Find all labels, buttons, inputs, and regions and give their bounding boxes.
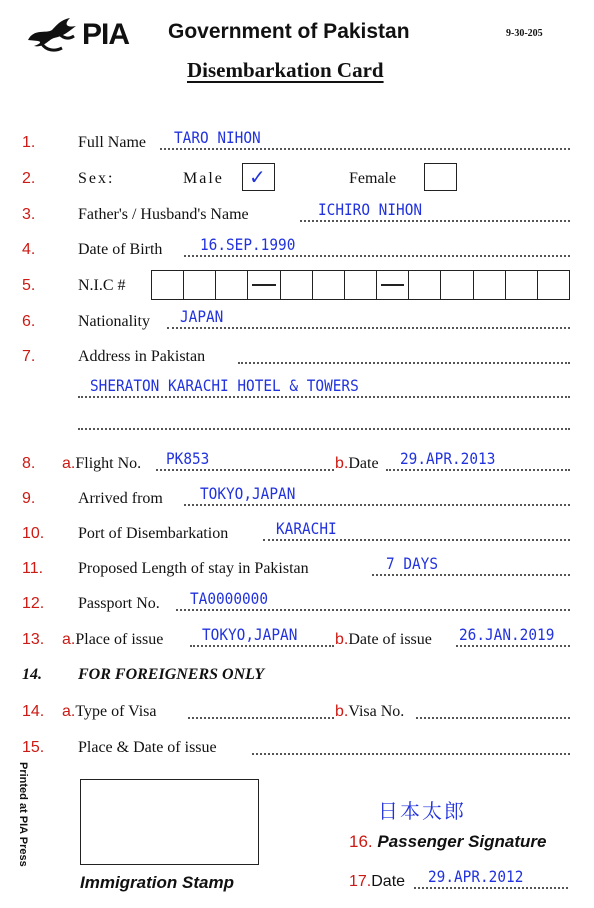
fill-line: [456, 645, 570, 647]
field-number: 14.: [22, 703, 45, 720]
field-label: Passenger Signature: [377, 832, 547, 851]
full-name-value[interactable]: TARO NIHON: [174, 128, 261, 147]
nic-cell[interactable]: [538, 271, 569, 299]
flight-date-value[interactable]: 29.APR.2013: [400, 449, 496, 468]
nic-cell[interactable]: [313, 271, 345, 299]
field-label: Father's / Husband's Name: [78, 206, 249, 223]
printed-by: Printed at PIA Press: [17, 762, 29, 867]
field-date-of-birth: [0, 237, 594, 263]
visa-no-label: Visa No.: [348, 703, 405, 720]
field-number: 2.: [22, 170, 36, 187]
field-place-of-issue: [0, 627, 594, 653]
field-port: [0, 521, 594, 547]
nic-cell[interactable]: [281, 271, 313, 299]
crane-logo-icon: [24, 14, 82, 54]
nic-cell[interactable]: [474, 271, 506, 299]
fill-line: [300, 220, 570, 222]
fill-line: [238, 362, 570, 364]
field-nationality: [0, 309, 594, 335]
father-name-value[interactable]: ICHIRO NIHON: [318, 200, 423, 219]
field-length-of-stay: [0, 556, 594, 582]
fill-line: [160, 148, 570, 150]
field-sign-date: [0, 869, 594, 895]
visa-type-label: Type of Visa: [75, 703, 157, 720]
field-sex: [0, 166, 594, 192]
fill-line: [176, 609, 570, 611]
fill-line: [184, 255, 570, 257]
field-flight: [0, 451, 594, 477]
form-number: 9-30-205: [506, 28, 543, 39]
flight-date-label: Date: [348, 455, 379, 472]
field-number: 4.: [22, 241, 36, 258]
field-label: Place & Date of issue: [78, 739, 217, 756]
fill-line: [414, 887, 568, 889]
field-label: Proposed Length of stay in Pakistan: [78, 560, 309, 577]
female-label: Female: [349, 170, 397, 187]
fill-line: [416, 717, 570, 719]
page-title: Disembarkation Card: [187, 58, 384, 82]
nationality-value[interactable]: JAPAN: [180, 307, 224, 326]
field-number: 5.: [22, 277, 36, 294]
field-number: 7.: [22, 348, 36, 365]
field-number: 11.: [22, 560, 44, 577]
section-heading: FOR FOREIGNERS ONLY: [78, 666, 265, 683]
fill-line: [78, 428, 570, 430]
field-label: Port of Disembarkation: [78, 525, 229, 542]
immigration-stamp-box[interactable]: [80, 779, 259, 865]
place-of-issue-value[interactable]: TOKYO,JAPAN: [202, 625, 298, 644]
field-number: 1.: [22, 134, 36, 151]
date-of-issue-value[interactable]: 26.JAN.2019: [459, 625, 555, 644]
nic-cell[interactable]: [216, 271, 248, 299]
sub-b: b.: [335, 703, 349, 720]
address-line-2: [0, 410, 594, 436]
male-label: Male: [183, 170, 224, 187]
field-number: 13.: [22, 631, 45, 648]
field-visa-issue: [0, 735, 594, 761]
field-nic: [0, 273, 594, 299]
nic-cell[interactable]: [441, 271, 473, 299]
field-number: 14.: [22, 666, 42, 683]
field-label: Arrived from: [78, 490, 163, 507]
field-label: Address in Pakistan: [78, 348, 206, 365]
passenger-signature[interactable]: 日本太郎: [378, 799, 466, 823]
nic-cell[interactable]: [345, 271, 377, 299]
field-label: Sex:: [78, 170, 115, 187]
field-label: Full Name: [78, 134, 146, 151]
field-number: 8.: [22, 455, 36, 472]
nic-separator: [248, 271, 280, 299]
field-label: Nationality: [78, 313, 150, 330]
address-line-1: [0, 378, 594, 404]
field-label: N.I.C #: [78, 277, 126, 294]
nic-cell[interactable]: [152, 271, 184, 299]
fill-line: [167, 327, 570, 329]
date-of-issue-label: Date of issue: [348, 631, 432, 648]
address-value[interactable]: SHERATON KARACHI HOTEL & TOWERS: [90, 376, 359, 395]
sign-date-value[interactable]: 29.APR.2012: [428, 867, 524, 886]
field-number: 12.: [22, 595, 45, 612]
government-heading: Government of Pakistan: [168, 20, 410, 43]
pia-logo: [24, 14, 158, 54]
field-label: Passport No.: [78, 595, 160, 612]
sub-a: a.: [62, 455, 76, 472]
field-passport: [0, 591, 594, 617]
fill-line: [190, 645, 334, 647]
fill-line: [78, 396, 570, 398]
nic-separator: [377, 271, 409, 299]
field-label: Date: [371, 873, 406, 890]
field-label: Date of Birth: [78, 241, 163, 258]
sub-a: a.: [62, 631, 76, 648]
nic-cell[interactable]: [506, 271, 538, 299]
field-number: 9.: [22, 490, 36, 507]
fill-line: [372, 574, 570, 576]
field-number: 6.: [22, 313, 36, 330]
field-arrived-from: [0, 486, 594, 512]
field-father-name: [0, 202, 594, 228]
field-number: 10.: [22, 525, 45, 542]
fill-line: [252, 753, 570, 755]
nic-cell[interactable]: [409, 271, 441, 299]
immigration-stamp-label: Immigration Stamp: [80, 873, 234, 892]
nic-cell[interactable]: [184, 271, 216, 299]
field-number: 15.: [22, 739, 45, 756]
sub-a: a.: [62, 703, 76, 720]
nic-boxes[interactable]: [151, 270, 570, 300]
field-number: 3.: [22, 206, 36, 223]
field-visa: [0, 699, 594, 725]
foreigners-heading: [0, 662, 594, 688]
field-number: 16.: [349, 832, 373, 851]
check-icon: ✓: [249, 165, 266, 189]
fill-line: [156, 469, 334, 471]
logo-text: PIA: [82, 18, 130, 51]
field-address: [0, 344, 594, 370]
port-value[interactable]: KARACHI: [276, 519, 337, 538]
place-of-issue-label: Place of issue: [75, 631, 164, 648]
arrived-from-value[interactable]: TOKYO,JAPAN: [200, 484, 296, 503]
passport-value[interactable]: TA0000000: [190, 589, 269, 608]
sub-b: b.: [335, 455, 349, 472]
male-checkbox[interactable]: [242, 163, 275, 191]
fill-line: [386, 469, 570, 471]
flight-no-value[interactable]: PK853: [166, 449, 210, 468]
fill-line: [188, 717, 334, 719]
female-checkbox[interactable]: [424, 163, 457, 191]
flight-no-label: Flight No.: [75, 455, 142, 472]
date-of-birth-value[interactable]: 16.SEP.1990: [200, 235, 296, 254]
field-full-name: [0, 130, 594, 156]
field-number: 17.: [349, 873, 372, 890]
signature-label: [349, 832, 547, 852]
sub-b: b.: [335, 631, 349, 648]
fill-line: [184, 504, 570, 506]
fill-line: [263, 539, 570, 541]
length-of-stay-value[interactable]: 7 DAYS: [386, 554, 439, 573]
